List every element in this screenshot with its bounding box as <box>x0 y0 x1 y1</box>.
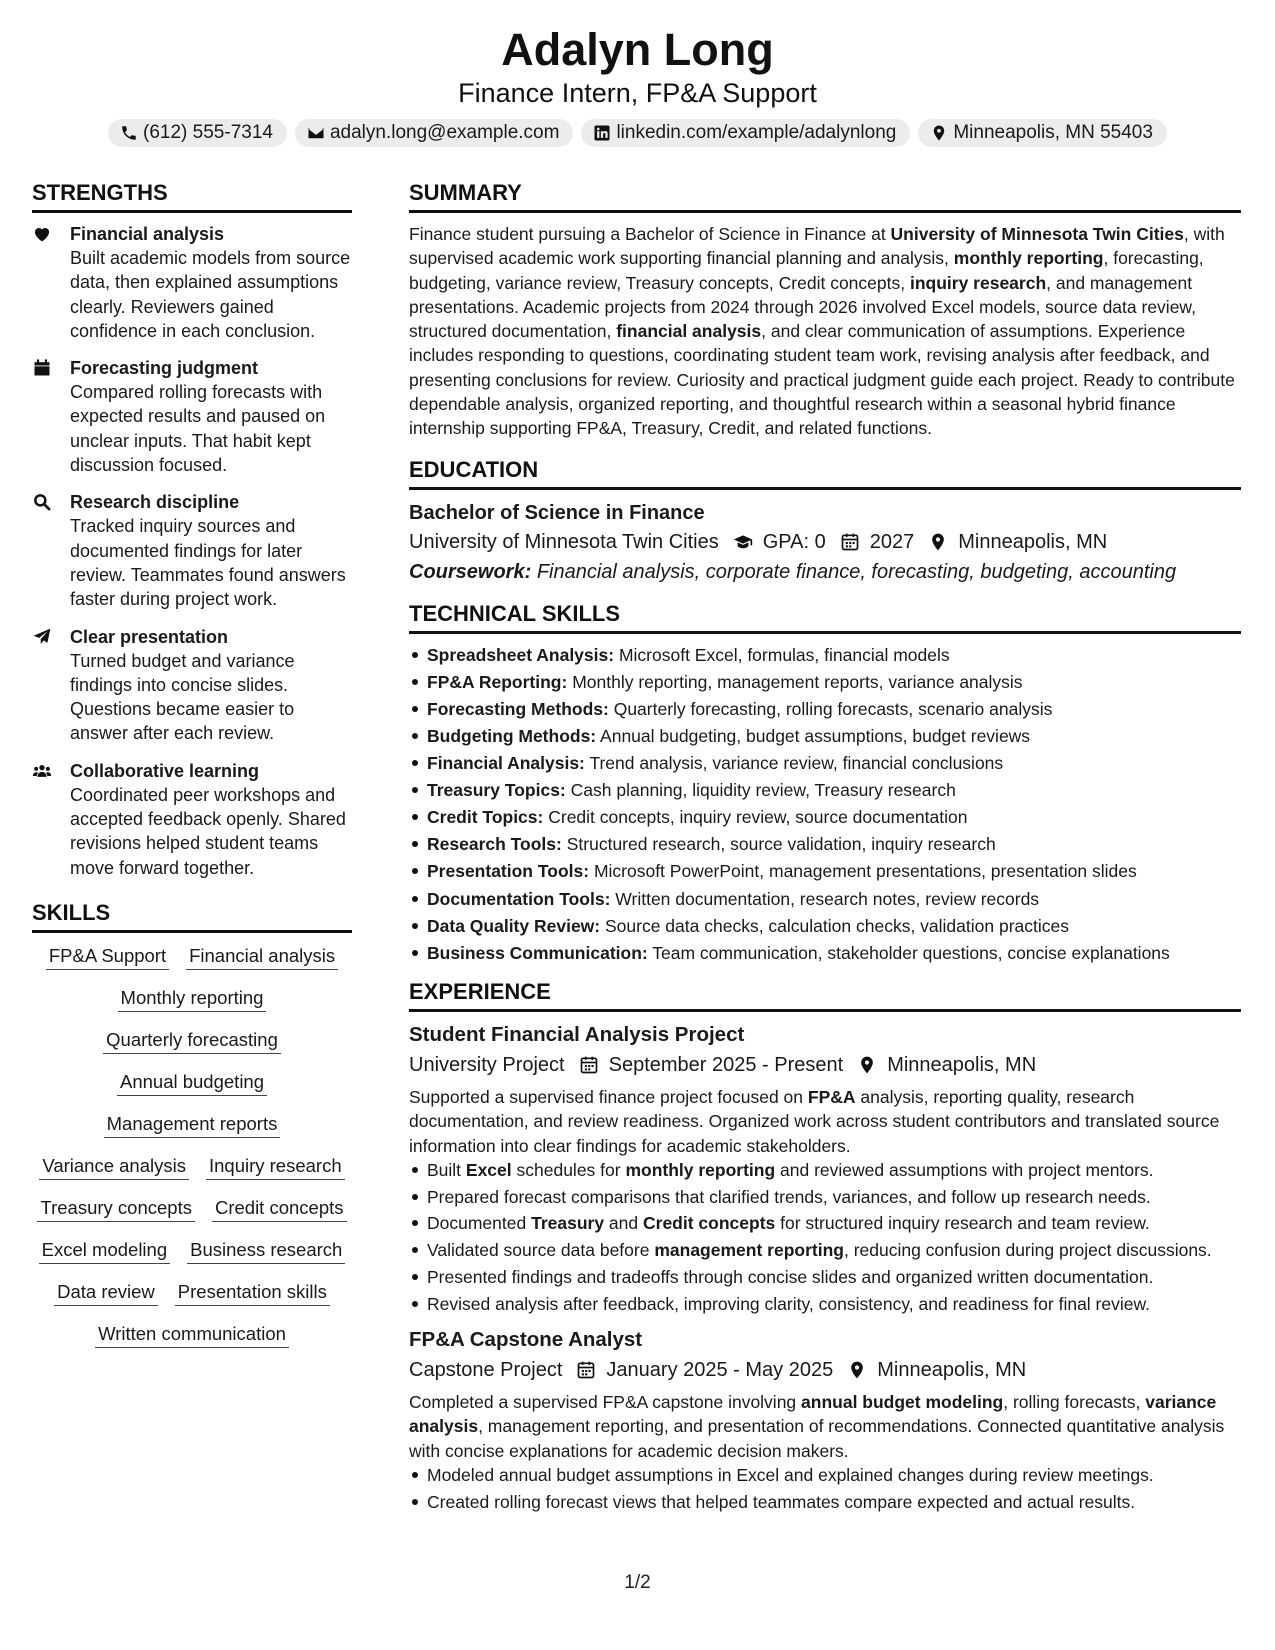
job-summary <box>409 1390 1241 1463</box>
technical-skill-value: Microsoft Excel, formulas, financial models <box>618 644 950 665</box>
envelope-icon <box>307 124 325 142</box>
bold-text: Credit concepts <box>643 1213 776 1234</box>
strengths-heading: STRENGTHS <box>32 178 352 213</box>
technical-skill-label: Spreadsheet Analysis: <box>427 644 615 665</box>
job-organization: Capstone Project <box>409 1359 563 1382</box>
technical-skill-item <box>409 751 1241 775</box>
education-heading: EDUCATION <box>409 455 1241 490</box>
contact-phone-text: (612) 555-7314 <box>143 122 273 143</box>
skill-tag: Annual budgeting <box>117 1068 267 1096</box>
contact-location-text: Minneapolis, MN 55403 <box>953 122 1153 143</box>
strength-title: Clear presentation <box>70 626 229 647</box>
coursework-label: Coursework: <box>409 560 532 583</box>
job-entry <box>409 1021 1241 1316</box>
job-bullet <box>409 1265 1241 1289</box>
job-organization: University Project <box>409 1054 565 1076</box>
users-icon <box>32 761 52 781</box>
technical-skill-label: Treasury Topics: <box>427 780 566 801</box>
text-segment: Revised analysis after feedback, improving clarity, consistency, and readiness for final review. <box>427 1293 1151 1314</box>
technical-skill-item <box>409 724 1241 748</box>
experience-heading: EXPERIENCE <box>409 977 1241 1012</box>
strength-title: Collaborative learning <box>70 760 260 781</box>
contact-location <box>918 119 1167 147</box>
skill-tag: Treasury concepts <box>37 1194 195 1222</box>
gpa-text: GPA: 0 <box>762 530 826 553</box>
technical-skill-item <box>409 859 1241 883</box>
technical-skill-item <box>409 643 1241 667</box>
strength-description: Built academic models from source data, then explained assumptions clearly. Reviewers gained confidence in each conclusion. <box>70 248 351 341</box>
school-name: University of Minnesota Twin Cities <box>409 530 719 553</box>
text-segment: Documented <box>427 1213 532 1234</box>
technical-skill-item <box>409 887 1241 911</box>
text-segment: , forecasting, budgeting, variance review, Treasury concepts, Credit concepts, <box>409 248 1204 293</box>
strength-description: Coordinated peer workshops and accepted feedback openly. Shared revisions helped student teams move forward together. <box>70 784 346 878</box>
bold-text: financial analysis <box>616 321 762 342</box>
job-title: Student Financial Analysis Project <box>409 1023 745 1046</box>
skill-tag: Excel modeling <box>39 1236 170 1264</box>
strength-title: Financial analysis <box>70 224 225 244</box>
technical-skill-value: Cash planning, liquidity review, Treasury research <box>570 780 956 801</box>
technical-skill-label: Documentation Tools: <box>427 888 611 909</box>
coursework-text: Financial analysis, corporate finance, forecasting, budgeting, accounting <box>536 560 1177 583</box>
location-pin-icon <box>857 1055 877 1075</box>
calendar-icon <box>579 1055 599 1075</box>
heart-icon <box>32 224 52 244</box>
skill-tag: Inquiry research <box>206 1152 345 1180</box>
education-meta <box>409 527 1241 557</box>
job-bullet <box>409 1185 1241 1209</box>
text-segment: analysis, reporting quality, research documentation, and review readiness. Organized work across student contributors and translated source information into clear findings for academic stakeholders. <box>409 1087 1220 1156</box>
bold-text: Excel <box>465 1159 512 1180</box>
text-segment: and reviewed assumptions with project mentors. <box>775 1159 1154 1180</box>
technical-skill-item <box>409 805 1241 829</box>
contact-email[interactable] <box>295 119 573 147</box>
job-dates: January 2025 - May 2025 <box>606 1359 834 1382</box>
text-segment: Built <box>427 1159 466 1180</box>
text-segment: schedules for <box>511 1159 626 1180</box>
job-bullet <box>409 1490 1241 1514</box>
job-bullet <box>409 1292 1241 1316</box>
technical-skill-label: Financial Analysis: <box>427 753 585 774</box>
job-summary <box>409 1085 1241 1158</box>
technical-skill-value: Microsoft PowerPoint, management presentations, presentation slides <box>593 861 1137 882</box>
text-segment: Finance student pursuing a Bachelor of Science in Finance at <box>409 224 891 244</box>
text-segment: , management reporting, and presentation of recommendations. Connected quantitative analysis with concise explanations for academic decision makers. <box>409 1416 1225 1461</box>
calendar-icon <box>576 1360 596 1380</box>
job-title: FP&A Capstone Analyst <box>409 1328 643 1352</box>
skill-tag: Data review <box>54 1278 158 1306</box>
job-bullets <box>409 1158 1241 1316</box>
technical-skill-item <box>409 941 1241 965</box>
job-entry <box>409 1326 1241 1514</box>
technical-skill-label: FP&A Reporting: <box>427 671 568 692</box>
text-segment: , with supervised academic work supporting financial planning and analysis, <box>409 224 1225 269</box>
bold-text: monthly reporting <box>625 1159 776 1180</box>
coursework-line <box>409 557 1241 587</box>
contact-bar <box>0 119 1275 147</box>
bold-text: University of Minnesota Twin Cities <box>890 224 1184 244</box>
text-segment: Validated source data before <box>427 1240 655 1261</box>
strength-item <box>32 625 352 746</box>
technical-skill-item <box>409 778 1241 802</box>
contact-email-text: adalyn.long@example.com <box>329 122 560 143</box>
linkedin-icon <box>593 124 611 142</box>
contact-linkedin[interactable] <box>581 119 910 147</box>
education-location: Minneapolis, MN <box>958 530 1108 553</box>
paper-plane-icon <box>32 627 52 647</box>
job-dates: September 2025 - Present <box>608 1054 844 1076</box>
contact-phone[interactable] <box>108 119 287 147</box>
strength-title: Research discipline <box>70 492 240 513</box>
bold-text: annual budget modeling <box>801 1392 1004 1413</box>
candidate-name: Adalyn Long <box>501 24 774 75</box>
job-meta <box>409 1354 1241 1386</box>
right-column <box>409 178 1241 1524</box>
location-pin-icon <box>930 124 948 142</box>
degree-title: Bachelor of Science in Finance <box>409 501 705 524</box>
skill-tag: Credit concepts <box>212 1194 347 1222</box>
technical-skill-value: Credit concepts, inquiry review, source documentation <box>548 807 968 828</box>
text-segment: Completed a supervised FP&A capstone involving <box>409 1392 802 1413</box>
search-icon <box>32 492 52 512</box>
bold-text: variance analysis <box>409 1392 1217 1437</box>
text-segment: , and management presentations. Academic projects from 2024 through 2026 involved Excel models, source data review, structured documentation, <box>409 272 1196 342</box>
technical-skill-item <box>409 670 1241 694</box>
skills-list <box>32 942 352 1348</box>
bold-text: monthly reporting <box>953 248 1104 269</box>
job-bullet <box>409 1211 1241 1235</box>
strength-item <box>32 490 352 611</box>
technical-skill-item <box>409 914 1241 938</box>
technical-skill-value: Annual budgeting, budget assumptions, budget reviews <box>600 725 1031 746</box>
technical-skill-label: Research Tools: <box>427 834 562 855</box>
job-bullet <box>409 1158 1241 1182</box>
technical-skill-value: Source data checks, calculation checks, validation practices <box>605 915 1069 936</box>
technical-skill-item <box>409 832 1241 856</box>
strength-title: Forecasting judgment <box>70 358 259 379</box>
location-pin-icon <box>847 1360 867 1380</box>
technical-skill-value: Team communication, stakeholder questions, concise explanations <box>652 942 1170 963</box>
calendar-icon <box>840 532 860 552</box>
technical-skills-list <box>409 643 1241 965</box>
technical-skill-value: Trend analysis, variance review, financial conclusions <box>589 753 1004 774</box>
skill-tag: Monthly reporting <box>118 984 267 1012</box>
technical-skill-label: Budgeting Methods: <box>427 725 597 746</box>
strength-item <box>32 759 352 880</box>
job-meta <box>409 1049 1241 1081</box>
skill-tag: Management reports <box>104 1110 281 1138</box>
job-location: Minneapolis, MN <box>877 1359 1027 1382</box>
strength-item <box>32 356 352 477</box>
bold-text: FP&A <box>807 1087 856 1107</box>
bold-text: Treasury <box>531 1213 605 1234</box>
bold-text: inquiry research <box>909 272 1047 293</box>
strength-description: Turned budget and variance findings into concise slides. Questions became easier to answer after each review. <box>70 650 295 744</box>
text-segment: Prepared forecast comparisons that clarified trends, variances, and follow up research needs. <box>427 1186 1151 1207</box>
technical-skill-value: Written documentation, research notes, review records <box>615 888 1040 909</box>
technical-skill-label: Business Communication: <box>427 942 648 963</box>
technical-skills-heading: TECHNICAL SKILLS <box>409 599 1241 634</box>
technical-skill-value: Quarterly forecasting, rolling forecasts, scenario analysis <box>613 698 1053 719</box>
text-segment: for structured inquiry research and team review. <box>775 1213 1150 1234</box>
skill-tag: Variance analysis <box>39 1152 189 1180</box>
skill-tag: Written communication <box>95 1320 289 1348</box>
text-segment: , rolling forecasts, <box>1003 1392 1146 1413</box>
summary-text <box>409 222 1241 441</box>
technical-skill-label: Credit Topics: <box>427 807 544 828</box>
skill-tag: FP&A Support <box>46 942 169 970</box>
technical-skill-label: Forecasting Methods: <box>427 698 609 719</box>
text-segment: Modeled annual budget assumptions in Excel and explained changes during review meetings. <box>427 1465 1154 1486</box>
technical-skill-label: Data Quality Review: <box>427 915 601 936</box>
job-location: Minneapolis, MN <box>887 1054 1037 1076</box>
skill-tag: Business research <box>187 1236 345 1264</box>
candidate-title: Finance Intern, FP&A Support <box>458 78 817 108</box>
text-segment: Created rolling forecast views that helped teammates compare expected and actual results. <box>427 1491 1136 1512</box>
technical-skill-value: Monthly reporting, management reports, variance analysis <box>572 671 1023 692</box>
phone-icon <box>120 124 138 142</box>
text-segment: Presented findings and tradeoffs through concise slides and organized written documentation. <box>427 1267 1154 1288</box>
contact-linkedin-text: linkedin.com/example/adalynlong <box>616 122 897 143</box>
location-pin-icon <box>928 532 948 552</box>
calendar-icon <box>32 358 52 378</box>
graduation-cap-icon <box>733 532 753 552</box>
summary-heading: SUMMARY <box>409 178 1241 213</box>
bold-text: management reporting <box>654 1240 844 1261</box>
skill-tag: Financial analysis <box>186 942 338 970</box>
graduation-year: 2027 <box>869 530 915 553</box>
skill-tag: Quarterly forecasting <box>103 1026 281 1054</box>
job-bullet <box>409 1238 1241 1262</box>
job-bullet <box>409 1463 1241 1487</box>
strength-description: Compared rolling forecasts with expected results and paused on unclear inputs. That habit kept discussion focused. <box>70 382 326 476</box>
strength-item <box>32 222 352 343</box>
skill-tag: Presentation skills <box>175 1278 330 1306</box>
technical-skill-value: Structured research, source validation, inquiry research <box>566 834 996 855</box>
skills-heading: SKILLS <box>32 898 352 933</box>
text-segment: Supported a supervised finance project focused on <box>409 1087 808 1107</box>
resume-header <box>0 24 1275 147</box>
job-bullets <box>409 1463 1241 1514</box>
technical-skill-item <box>409 697 1241 721</box>
strength-description: Tracked inquiry sources and documented findings for later review. Teammates found answers faster during project work. <box>70 516 346 610</box>
page-number: 1/2 <box>624 1572 651 1593</box>
text-segment: , reducing confusion during project discussions. <box>843 1240 1212 1261</box>
technical-skill-label: Presentation Tools: <box>427 861 590 882</box>
text-segment: , and clear communication of assumptions. Experience includes responding to questions, coordinating student team work, revising analysis after feedback, and presenting conclusions for review. Curiosity and practical judgment guide each project. Ready to contribute dependable analysis, organized reporting, and thoughtful research within a seasonal hybrid finance internship supporting FP&A, Treasury, Credit, and related functions. <box>409 321 1235 439</box>
text-segment: and <box>604 1213 643 1234</box>
left-column <box>32 178 352 1348</box>
experience-list <box>409 1021 1241 1514</box>
